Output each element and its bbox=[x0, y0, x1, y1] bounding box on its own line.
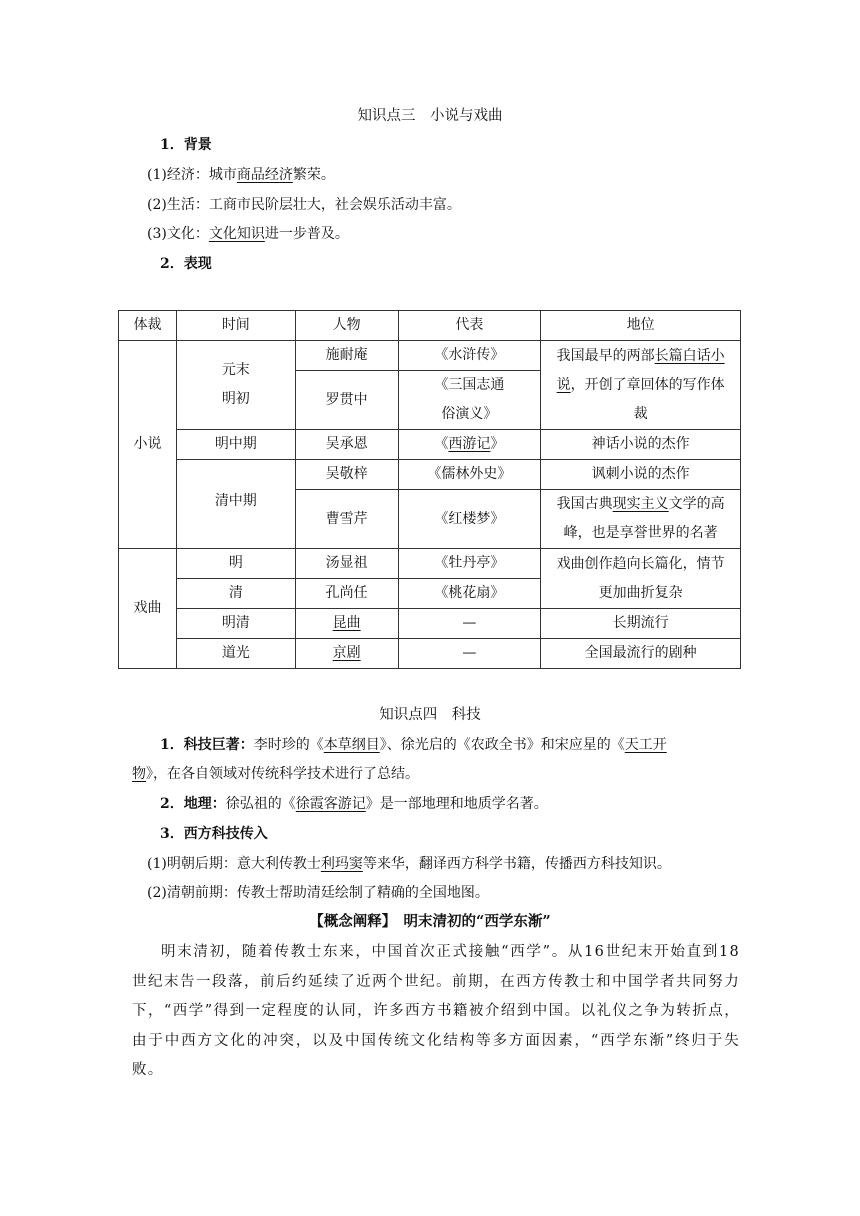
person-luoguanzhong: 罗贯中 bbox=[295, 371, 398, 430]
status-text: 裁 bbox=[633, 405, 648, 422]
work-honglou: 《红楼梦》 bbox=[398, 490, 541, 549]
item2-label: 2．地理： bbox=[160, 796, 226, 812]
status-key-term-end: 说 bbox=[556, 376, 571, 393]
status-long-popular: 长期流行 bbox=[541, 609, 741, 639]
economy-prefix: (1)经济：城市 bbox=[147, 167, 237, 183]
work-xiyou: 《西游记》 bbox=[398, 430, 541, 460]
status-text: 文学的高 bbox=[668, 496, 725, 512]
table-row bbox=[119, 549, 741, 579]
time-ming: 明 bbox=[176, 549, 295, 579]
person-wuchengen: 吴承恩 bbox=[295, 430, 398, 460]
work-mudan: 《牡丹亭》 bbox=[398, 549, 541, 579]
science-item3-2: (2)清朝前期：传教士帮助清廷绘制了精确的全国地图。 bbox=[147, 885, 489, 901]
item3-1-key-term: 利玛窦 bbox=[320, 856, 363, 872]
person-shinaian: 施耐庵 bbox=[295, 341, 398, 371]
status-text: 我国古典 bbox=[556, 496, 613, 512]
work-taohua: 《桃花扇》 bbox=[398, 579, 541, 609]
header-person: 人物 bbox=[295, 311, 398, 341]
time-yuanmo: 元末 bbox=[221, 362, 250, 378]
header-work: 代表 bbox=[398, 311, 541, 341]
item1-key-term: 本草纲目 bbox=[323, 737, 380, 753]
person-kongshangren: 孔尚任 bbox=[295, 579, 398, 609]
header-status: 地位 bbox=[541, 311, 741, 341]
person-jingju: 京剧 bbox=[295, 639, 398, 669]
item2-text: 徐弘祖的《 bbox=[225, 796, 296, 812]
novel-drama-table bbox=[118, 310, 741, 669]
work-xiyou-title: 西游记 bbox=[448, 436, 491, 452]
time-mingchu: 明初 bbox=[221, 391, 250, 407]
status-satire-novel: 讽刺小说的杰作 bbox=[541, 460, 741, 490]
status-text: 峰，也是享誉世界的名著 bbox=[563, 525, 718, 541]
item2-key-term: 徐霞客游记 bbox=[295, 796, 366, 812]
background-life bbox=[147, 194, 461, 214]
status-drama-trend bbox=[541, 549, 741, 609]
culture-suffix: 进一步普及。 bbox=[264, 226, 349, 242]
genre-novel: 小说 bbox=[119, 341, 177, 549]
person-tangxianzu: 汤显祖 bbox=[295, 549, 398, 579]
economy-key-term: 商品经济 bbox=[236, 167, 293, 183]
economy-suffix: 繁荣。 bbox=[292, 167, 335, 183]
status-first-novels bbox=[541, 341, 741, 430]
item1-text: 》，在各自领域对传统科学技术进行了总结。 bbox=[146, 766, 419, 782]
item1-label: 1．科技巨著： bbox=[160, 737, 254, 753]
status-text: 更加曲折复杂 bbox=[598, 584, 683, 601]
culture-prefix: (3)文化： bbox=[147, 226, 209, 242]
status-text: ，开创了章回体的写作体 bbox=[570, 376, 725, 393]
science-item3-1 bbox=[147, 853, 671, 873]
table-row bbox=[119, 639, 741, 669]
background-economy bbox=[147, 164, 335, 184]
science-item3-title: 3．西方科技传入 bbox=[160, 826, 268, 842]
item2-text: 》是一部地理和地质学名著。 bbox=[365, 796, 548, 812]
status-text: 我国最早的两部 bbox=[556, 347, 655, 364]
status-key-term: 现实主义 bbox=[612, 496, 669, 512]
table-row bbox=[119, 430, 741, 460]
life-text: (2)生活：工商市民阶层壮大，社会娱乐活动丰富。 bbox=[147, 197, 461, 213]
work-shuihu: 《水浒传》 bbox=[398, 341, 541, 371]
work-rulin: 《儒林外史》 bbox=[398, 460, 541, 490]
work-sanguo bbox=[398, 371, 541, 430]
person-caoxueqin: 曹雪芹 bbox=[295, 490, 398, 549]
science-item1-line1 bbox=[160, 734, 667, 754]
science-item1-line2 bbox=[132, 763, 419, 783]
work-dash-2: — bbox=[398, 639, 541, 669]
time-qing: 清 bbox=[176, 579, 295, 609]
time-mingqing: 明清 bbox=[176, 609, 295, 639]
table-row bbox=[119, 341, 741, 371]
item1-text: 李时珍的《 bbox=[253, 737, 324, 753]
work-dash-1: — bbox=[398, 609, 541, 639]
item3-1-text: 等来华，翻译西方科学书籍，传播西方科技知识。 bbox=[362, 856, 671, 872]
status-realism-peak bbox=[541, 490, 741, 549]
culture-key-term: 文化知识 bbox=[208, 226, 265, 242]
item1-text: 》、徐光启的《农政全书》和宋应星的《 bbox=[379, 737, 625, 753]
table-header-row bbox=[119, 311, 741, 341]
status-most-popular: 全国最流行的剧种 bbox=[541, 639, 741, 669]
genre-drama: 戏曲 bbox=[119, 549, 177, 669]
person-kunqu: 昆曲 bbox=[295, 609, 398, 639]
table-row bbox=[119, 460, 741, 490]
person-wujingzi: 吴敬梓 bbox=[295, 460, 398, 490]
time-yuanmo-mingchu bbox=[176, 341, 295, 430]
table-row bbox=[119, 609, 741, 639]
work-sanguo-line1: 《三国志通 bbox=[434, 377, 505, 393]
time-daoguang: 道光 bbox=[176, 639, 295, 669]
concept-title: 【概念阐释】 明末清初的“西学东渐” bbox=[309, 913, 551, 930]
header-time: 时间 bbox=[176, 311, 295, 341]
performance-title: 2．表现 bbox=[160, 256, 212, 272]
item1-key-term: 天工开 bbox=[624, 737, 667, 753]
science-item2 bbox=[160, 793, 548, 813]
section3-title: 知识点三 小说与戏曲 bbox=[357, 108, 503, 124]
item3-1-text: (1)明朝后期：意大利传教士 bbox=[147, 856, 321, 872]
item1-key-term-end: 物 bbox=[132, 766, 146, 782]
status-text: 戏曲创作趋向长篇化，情节 bbox=[556, 555, 725, 572]
concept-paragraph: 明末清初，随着传教士东来，中国首次正式接触“西学”。从16世纪末开始直到18世纪末告一段落，前后约延续了近两个世纪。前期，在西方传教士和中国学者共同努力下，“西学”得到一定程度的认同，许多西方书籍被介绍到中国。以礼仪之争为转折点，由于中西方文化的冲突，以及中国传统文化结构等多方面因素，“西学东渐”终归于失败。 bbox=[132, 944, 740, 1078]
time-mingzhong: 明中期 bbox=[176, 430, 295, 460]
header-genre: 体裁 bbox=[119, 311, 177, 341]
background-title: 1．背景 bbox=[160, 137, 212, 153]
time-qingzhong: 清中期 bbox=[176, 460, 295, 549]
status-key-term: 长篇白话小 bbox=[654, 347, 725, 364]
section4-title: 知识点四 科技 bbox=[379, 707, 481, 723]
work-sanguo-line2: 俗演义》 bbox=[441, 406, 498, 422]
background-culture bbox=[147, 223, 349, 243]
status-myth-novel: 神话小说的杰作 bbox=[541, 430, 741, 460]
